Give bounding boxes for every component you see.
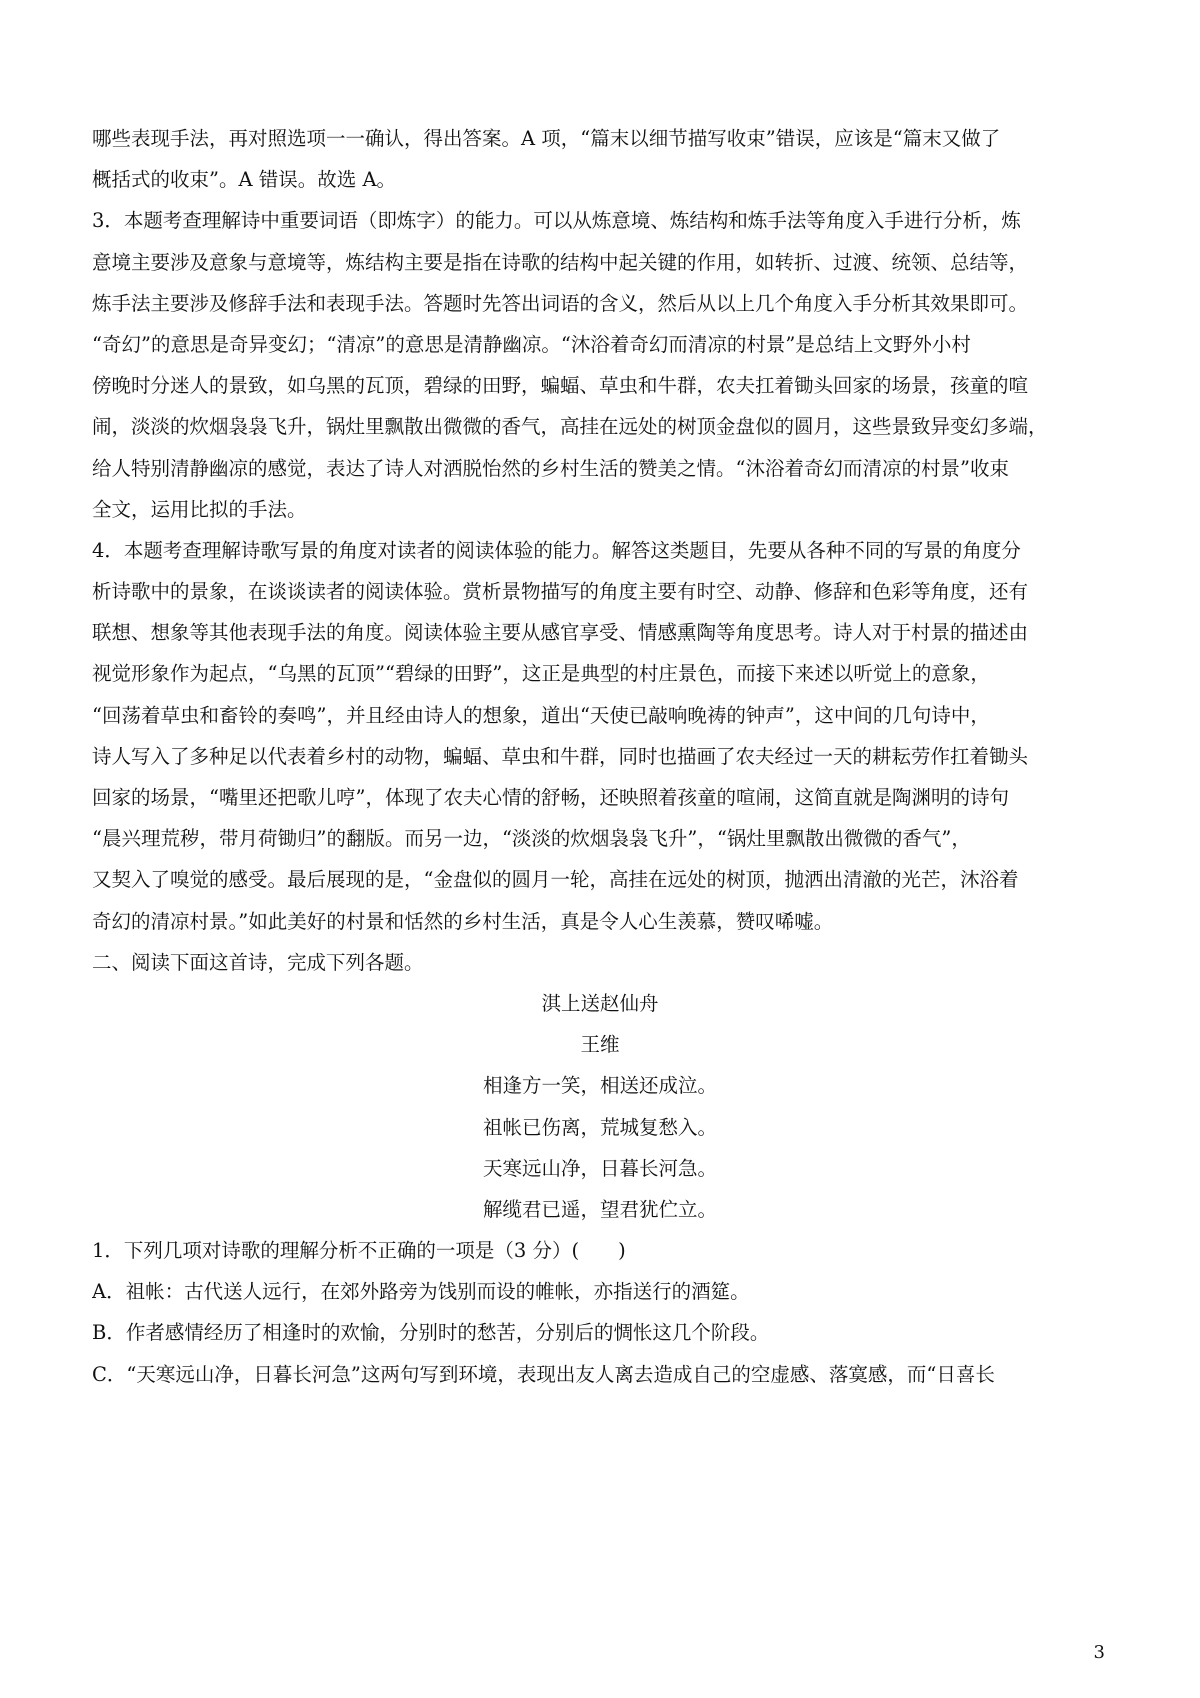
poem-verse: 祖帐已伤离，荒城复愁入。 — [482, 1115, 717, 1139]
text-line: 4．本题考查理解诗歌写景的角度对读者的阅读体验的能力。解答这类题目，先要从各种不同的写景的角度分 — [92, 538, 1021, 562]
text-line: 傍晚时分迷人的景致，如乌黑的瓦顶，碧绿的田野，蝙蝠、草虫和牛群，农夫扛着锄头回家的场景，孩童的喧 — [92, 374, 1029, 398]
text-line: 3．本题考查理解诗中重要词语（即炼字）的能力。可以从炼意境、炼结构和炼手法等角度入手进行分析，炼 — [92, 209, 1021, 233]
text-line: “回荡着草虫和畜铃的奏鸣”，并且经由诗人的想象，道出“天使已敲响晚祷的钟声”，这中间的几句诗中， — [92, 703, 990, 727]
option-a: A．祖帐：古代送人远行，在郊外路旁为饯别而设的帷帐，亦指送行的酒筵。 — [92, 1280, 750, 1304]
text-line: 全文，运用比拟的手法。 — [92, 497, 307, 521]
text-line: 诗人写入了多种足以代表着乡村的动物，蝙蝠、草虫和牛群，同时也描画了农夫经过一天的耕耘劳作扛着锄头 — [92, 744, 1029, 768]
poem-author: 王维 — [580, 1033, 620, 1057]
poem-verse: 天寒远山净，日暮长河急。 — [482, 1156, 717, 1180]
text-line: 炼手法主要涉及修辞手法和表现手法。答题时先答出词语的含义，然后从以上几个角度入手分析其效果即可。 — [92, 291, 1029, 315]
poem-verse: 相逢方一笑，相送还成泣。 — [482, 1074, 717, 1098]
text-line: “晨兴理荒秽，带月荷锄归”的翻版。而另一边，“淡淡的炊烟袅袅飞升”，“锅灶里飘散出微微的香气”， — [92, 827, 971, 851]
text-line: 意境主要涉及意象与意境等，炼结构主要是指在诗歌的结构中起关键的作用，如转折、过渡、统领、总结等， — [92, 250, 1029, 274]
section-heading: 二、阅读下面这首诗，完成下列各题。 — [92, 950, 424, 974]
option-c: C．“天寒远山净，日暮长河急”这两句写到环境，表现出友人离去造成自己的空虚感、落寞感，而“日喜长 — [92, 1362, 995, 1386]
text-line: 哪些表现手法，再对照选项一一确认，得出答案。A 项，“篇末以细节描写收束”错误，应该是“篇末又做了 — [92, 127, 1001, 150]
document-body — [92, 118, 1108, 1395]
text-line: 奇幻的清凉村景。”如此美好的村景和恬然的乡村生活，真是令人心生羡慕，赞叹唏嘘。 — [92, 909, 834, 933]
poem-verse: 解缆君已遥，望君犹伫立。 — [482, 1197, 717, 1221]
text-line: 联想、想象等其他表现手法的角度。阅读体验主要从感官享受、情感熏陶等角度思考。诗人对于村景的描述由 — [92, 621, 1029, 645]
text-line: 又契入了嗅觉的感受。最后展现的是，“金盘似的圆月一轮，高挂在远处的树顶，抛洒出清澈的光芒，沐浴着 — [92, 868, 1019, 892]
text-line: 给人特别清静幽凉的感觉，表达了诗人对洒脱怡然的乡村生活的赞美之情。“沐浴着奇幻而清凉的村景”收束 — [92, 456, 1009, 480]
text-line: 回家的场景，“嘴里还把歌儿哼”，体现了农夫心情的舒畅，还映照着孩童的喧闹，这简直就是陶渊明的诗句 — [92, 786, 1009, 809]
text-line: “奇幻”的意思是奇异变幻；“清凉”的意思是清静幽凉。“沐浴着奇幻而清凉的村景”是总结上文野外小村 — [92, 332, 971, 356]
text-line: 析诗歌中的景象，在谈谈读者的阅读体验。赏析景物描写的角度主要有时空、动静、修辞和色彩等角度，还有 — [92, 580, 1029, 604]
question-stem: 1．下列几项对诗歌的理解分析不正确的一项是（3 分）( ) — [92, 1239, 626, 1263]
page-number: 3 — [1093, 1642, 1105, 1663]
text-line: 视觉形象作为起点，“乌黑的瓦顶”“碧绿的田野”，这正是典型的村庄景色，而接下来述以听觉上的意象， — [92, 662, 990, 686]
text-line: 闹，淡淡的炊烟袅袅飞升，锅灶里飘散出微微的香气，高挂在远处的树顶金盘似的圆月，这些景致异变幻多端， — [92, 415, 1048, 439]
poem-title: 淇上送赵仙舟 — [541, 991, 659, 1015]
option-b: B．作者感情经历了相逢时的欢愉，分别时的愁苦，分别后的惆怅这几个阶段。 — [92, 1321, 770, 1345]
text-line: 概括式的收束”。A 错误。故选 A。 — [92, 168, 397, 192]
